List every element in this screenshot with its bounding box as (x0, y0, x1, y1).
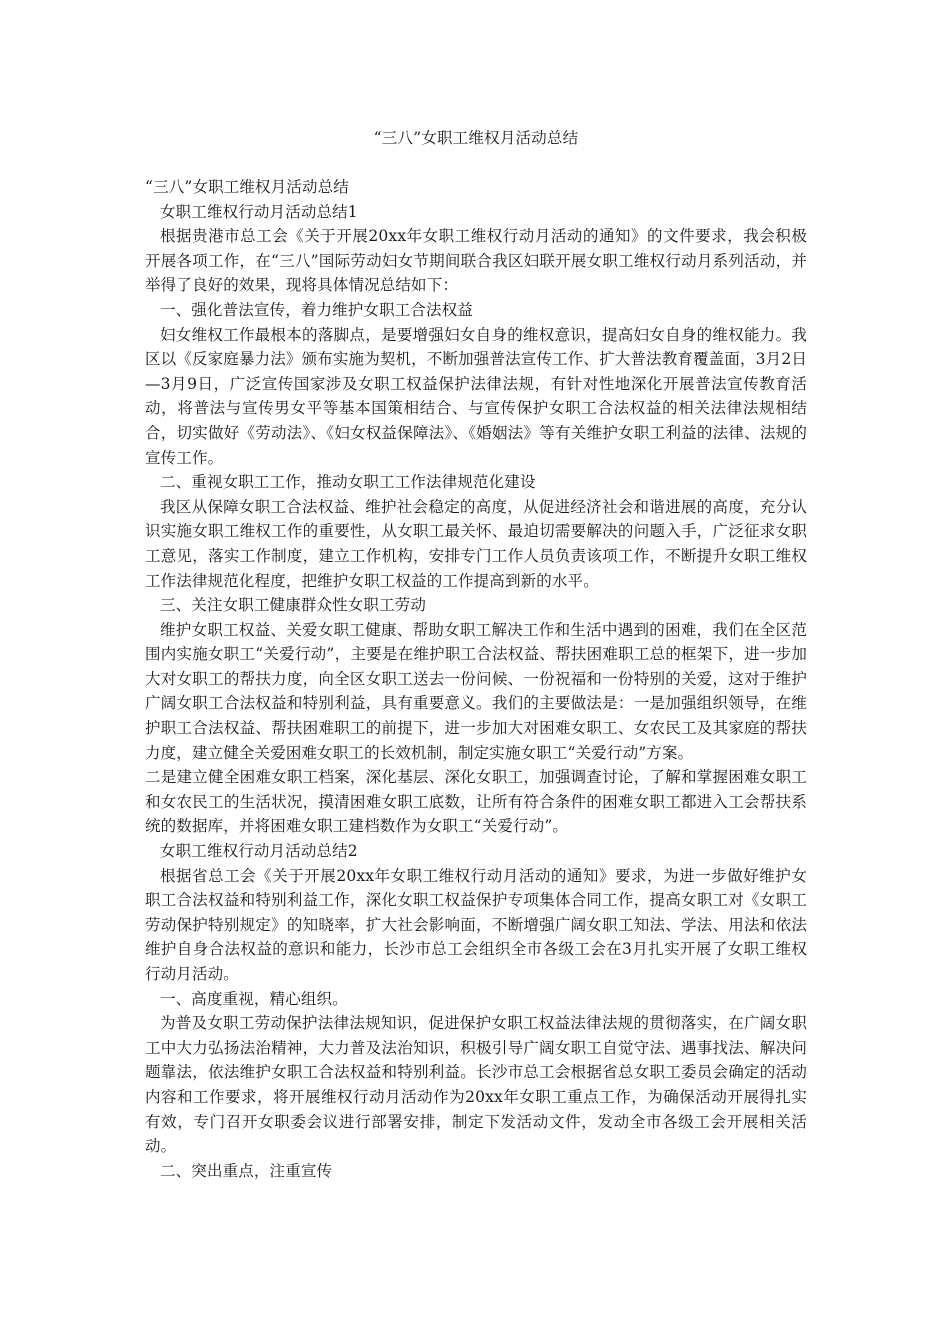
subheading: 一、高度重视，精心组织。 (160, 989, 348, 1008)
section-title: 女职工维权行动月活动总结1 (160, 202, 358, 221)
paragraph: 二是建立健全困难女职工档案，深化基层、深化女职工，加强调查讨论，了解和掌握困难女职工和女农民工的生活状况，摸清困难女职工底数，让所有符合条件的困难女职工都进入工会帮扶系统的数据库，并将困难女职工建档数作为女职工“关爱行动”。 (145, 768, 807, 836)
paragraph: 为普及女职工劳动保护法律法规知识，促进保护女职工权益法律法规的贯彻落实，在广阔女职工中大力弘扬法治精神，大力普及法治知识，积极引导广阔女职工自觉守法、遇事找法、解决问题靠法，依法维护女职工合法权益和特别利益。长沙市总工会根据省总女职工委员会确定的活动内容和工作要求，将开展维权行动月活动作为20xx年女职工重点工作，为确保活动开展得扎实有效，专门召开女职委会议进行部署安排，制定下发活动文件，发动全市各级工会开展相关活动。 (145, 1014, 807, 1156)
paragraph: 维护女职工权益、关爱女职工健康、帮助女职工解决工作和生活中遇到的困难，我们在全区范围内实施女职工“关爱行动”，主要是在维护职工合法权益、帮扶困难职工总的框架下，进一步加大对女职工的帮扶力度，向全区女职工送去一份问候、一份祝福和一份特别的关爱，这对于维护广阔女职工合法权益和特别利益，具有重要意义。我们的主要做法是：一是加强组织领导，在维护职工合法权益、帮扶困难职工的前提下，进一步加大对困难女职工、女农民工及其家庭的帮扶力度，建立健全关爱困难女职工的长效机制，制定实施女职工“关爱行动”方案。 (145, 620, 807, 762)
body-heading: “三八”女职工维权月活动总结 (145, 178, 349, 196)
subheading: 二、重视女职工工作，推动女职工工作法律规范化建设 (160, 473, 536, 492)
paragraph: 我区从保障女职工合法权益、维护社会稳定的高度，从促进经济社会和谐进展的高度，充分认识实施女职工维权工作的重要性，从女职工最关怀、最迫切需要解决的问题入手，广泛征求女职工意见，落实工作制度，建立工作机构，安排专门工作人员负责该项工作，不断提升女职工维权工作法律规范化程度，把维护女职工权益的工作提高到新的水平。 (145, 497, 807, 590)
subheading: 三、关注女职工健康群众性女职工劳动 (160, 596, 427, 615)
section-title: 女职工维权行动月活动总结2 (160, 842, 358, 861)
subheading: 二、突出重点，注重宣传 (160, 1161, 333, 1180)
paragraph: 妇女维权工作最根本的落脚点，是要增强妇女自身的维权意识，提高妇女自身的维权能力。我区以《反家庭暴力法》颁布实施为契机，不断加强普法宣传工作、扩大普法教育覆盖面，3月2日—3月9日，广泛宣传国家涉及女职工权益保护法律法规，有针对性地深化开展普法宣传教育活动，将普法与宣传男女平等基本国策相结合、与宣传保护女职工合法权益的相关法律法规相结合，切实做好《劳动法》、《妇女权益保障法》、《婚姻法》等有关维护女职工利益的法律、法规的宣传工作。 (145, 325, 807, 467)
paragraph: 根据省总工会《关于开展20xx年女职工维权行动月活动的通知》要求，为进一步做好维护女职工合法权益和特别利益工作，深化女职工权益保护专项集体合同工作，提高女职工对《女职工劳动保护特别规定》的知晓率，扩大社会影响面，不断增强广阔女职工知法、学法、用法和依法维护自身合法权益的意识和能力，长沙市总工会组织全市各级工会在3月扎实开展了女职工维权行动月活动。 (145, 866, 807, 983)
subheading: 一、强化普法宣传，着力维护女职工合法权益 (160, 300, 474, 319)
paragraph: 根据贵港市总工会《关于开展20xx年女职工维权行动月活动的通知》的文件要求，我会积极开展各项工作，在“三八”国际劳动妇女节期间联合我区妇联开展女职工维权行动月系列活动，并举得了良好的效果，现将具体情况总结如下： (145, 227, 807, 295)
document-title: “三八”女职工维权月活动总结 (373, 129, 579, 147)
document-body (145, 175, 807, 1183)
